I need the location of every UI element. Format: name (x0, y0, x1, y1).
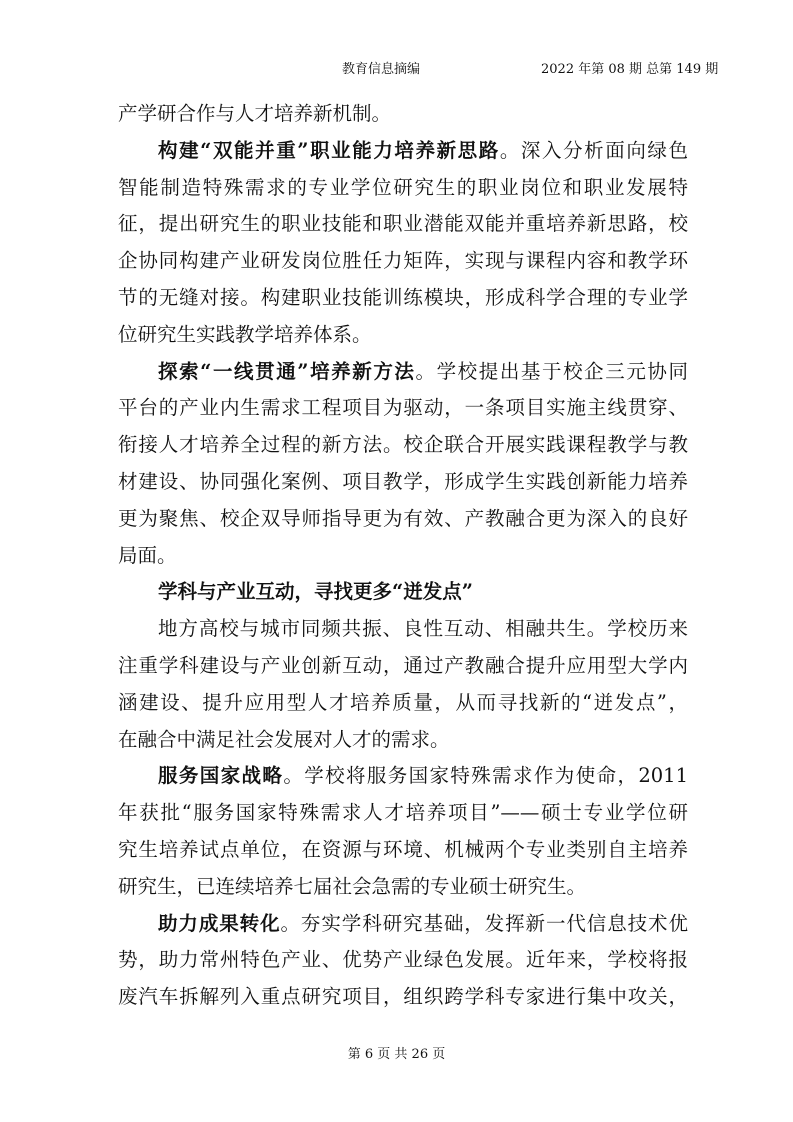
text-line: 涵建设、提升应用型人才培养质量，从而寻找新的“迸发点”， (118, 690, 688, 714)
text-line: 位研究生实践教学培养体系。 (118, 322, 372, 346)
text-line: 探索“一线贯通”培养新方法。学校提出基于校企三元协同 (158, 359, 688, 383)
text-line: 局面。 (118, 543, 177, 567)
text-line: 节的无缝对接。构建职业技能训练模块，形成科学合理的专业学 (118, 285, 688, 309)
text-line: 产学研合作与人才培养新机制。 (118, 102, 392, 125)
text-line: 衔接人才培养全过程的新方法。校企联合开展实践课程教学与教 (118, 433, 688, 457)
text-line: 研究生，已连续培养七届社会急需的专业硕士研究生。 (118, 874, 587, 898)
issue-number: 2022 年第 08 期 总第 149 期 (541, 62, 719, 77)
page-footer (0, 1043, 793, 1062)
paragraph-lead: 服务国家战略 (158, 764, 284, 788)
text-line: 更为聚焦、校企双导师指导更为有效、产教融合更为深入的良好 (118, 506, 688, 530)
article-body (118, 96, 688, 1016)
text-line: 注重学科建设与产业创新互动，通过产教融合提升应用型大学内 (118, 653, 688, 677)
text-line: 构建“双能并重”职业能力培养新思路。深入分析面向绿色 (158, 138, 688, 162)
text-line: 年获批“服务国家特殊需求人才培养项目”——硕士专业学位研 (118, 801, 688, 825)
text-line: 究生培养试点单位，在资源与环境、机械两个专业类别自主培养 (118, 837, 688, 861)
text-line: 服务国家战略。学校将服务国家特殊需求作为使命，2011 (158, 764, 688, 788)
text-line: 助力成果转化。夯实学科研究基础，发挥新一代信息技术优 (158, 911, 688, 935)
page-header (0, 58, 793, 78)
text-line: 企协同构建产业研发岗位胜任力矩阵，实现与课程内容和教学环 (118, 249, 688, 273)
paragraph-lead: 构建“双能并重”职业能力培养新思路 (158, 138, 500, 162)
publication-title: 教育信息摘编 (342, 62, 421, 77)
section-heading: 学科与产业互动，寻找更多“迸发点” (158, 580, 473, 604)
paragraph-lead: 助力成果转化 (158, 911, 281, 935)
paragraph-lead: 探索“一线贯通”培养新方法 (158, 359, 416, 383)
text-line: 征，提出研究生的职业技能和职业潜能双能并重培养新思路，校 (118, 212, 688, 236)
text-line: 势，助力常州特色产业、优势产业绿色发展。近年来，学校将报 (118, 948, 688, 972)
page-number: 第 6 页 共 26 页 (347, 1047, 446, 1062)
text-line: 材建设、协同强化案例、项目教学，形成学生实践创新能力培养 (118, 469, 688, 493)
text-line: 废汽车拆解列入重点研究项目，组织跨学科专家进行集中攻关， (118, 985, 688, 1009)
text-line: 智能制造特殊需求的专业学位研究生的职业岗位和职业发展特 (118, 175, 688, 199)
text-line: 平台的产业内生需求工程项目为驱动，一条项目实施主线贯穿、 (118, 396, 688, 420)
text-line: 地方高校与城市同频共振、良性互动、相融共生。学校历来 (158, 617, 688, 641)
text-line: 在融合中满足社会发展对人才的需求。 (118, 727, 450, 751)
